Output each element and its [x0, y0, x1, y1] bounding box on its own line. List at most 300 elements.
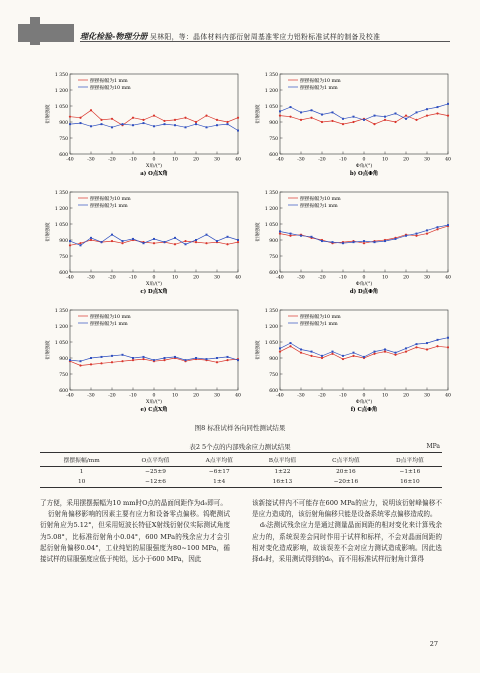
data-point-blue: [90, 237, 92, 239]
data-point-red: [153, 115, 155, 117]
y-tick-label: 1 050: [54, 340, 68, 346]
data-point-blue: [132, 124, 134, 126]
data-point-blue: [69, 359, 71, 361]
legend-label: 摆摆振幅为1 mm: [90, 321, 128, 327]
running-title: 吴林阳，等：晶体材料内部衍射周基准零应力铝粉标准试样的制备及校准: [150, 33, 381, 41]
x-tick-label: 30: [424, 157, 430, 163]
x-tick-label: 0: [152, 157, 156, 163]
data-point-blue: [321, 114, 323, 116]
legend-label: 摆摆振幅为1 mm: [300, 85, 338, 91]
data-point-blue: [216, 124, 218, 126]
data-point-red: [79, 364, 81, 366]
data-point-red: [342, 358, 344, 360]
x-tick-label: 0: [362, 393, 366, 399]
paragraph: 该新接试样内不可能存在600 MPa的应力，说明该衍射峰偏移不是应力造成的，该衍射角偏移只能是设备系统零点偏移造成的。: [252, 499, 442, 519]
data-point-red: [226, 243, 228, 245]
data-point-blue: [237, 359, 239, 361]
data-point-blue: [195, 123, 197, 125]
subfigure-caption: e) C点X角: [140, 407, 168, 413]
data-point-red: [195, 121, 197, 123]
y-tick-label: 750: [269, 136, 278, 142]
data-point-red: [226, 121, 228, 123]
data-point-blue: [405, 347, 407, 349]
legend-label: 摆摆振幅为1 mm: [90, 203, 128, 209]
data-point-blue: [174, 237, 176, 239]
y-tick-label: 900: [269, 238, 278, 244]
data-point-red: [321, 121, 323, 123]
table-cell: 16±13: [272, 479, 293, 485]
data-point-blue: [384, 240, 386, 242]
x-tick-label: -30: [297, 393, 305, 399]
subfigure-caption: a) O点X角: [140, 171, 168, 177]
data-point-red: [331, 120, 333, 122]
y-tick-label: 600: [59, 388, 68, 394]
chart-panel: [252, 306, 454, 420]
page-header: [0, 0, 480, 44]
data-point-blue: [153, 359, 155, 361]
x-tick-label: -40: [276, 393, 284, 399]
data-point-red: [184, 240, 186, 242]
data-point-red: [384, 351, 386, 353]
data-point-blue: [101, 123, 103, 125]
x-tick-label: -10: [339, 393, 347, 399]
x-axis-label: Φ角/(°): [355, 400, 373, 405]
y-tick-label: 1 350: [264, 72, 278, 78]
data-point-blue: [195, 239, 197, 241]
x-tick-label: -10: [129, 275, 137, 281]
data-point-blue: [279, 347, 281, 349]
x-tick-label: -40: [66, 275, 74, 281]
table-cell: −20±16: [333, 479, 359, 485]
data-point-red: [121, 360, 123, 362]
x-tick-label: 20: [403, 157, 409, 163]
data-point-blue: [101, 356, 103, 358]
table-row: [40, 477, 442, 488]
data-point-blue: [206, 234, 208, 236]
y-tick-label: 900: [269, 356, 278, 362]
table-header: B点平均值: [268, 458, 297, 464]
data-point-blue: [227, 236, 229, 238]
data-point-blue: [90, 357, 92, 359]
data-point-blue: [279, 110, 281, 112]
data-point-red: [132, 359, 134, 361]
data-point-blue: [437, 106, 439, 108]
x-axis-label: Φ角/(°): [355, 164, 373, 169]
y-tick-label: 1 200: [264, 88, 278, 94]
data-point-red: [415, 346, 417, 348]
x-tick-label: 10: [172, 393, 178, 399]
data-point-blue: [290, 233, 292, 235]
paragraph: 衍射角偏移影响的因素主要有应力和设备零点偏移。钨靶测试衍射角应为5.12°，但采用短波长特征X射线衍射仪实际测试角度为5.08°，比标准衍射角小0.04°，600 MPa的残余应力才会引起衍射角偏移0.04°，工业纯铝的屈服强度为80~100 MPa，循接试样的屈服强度应低于纯铝，远小于600 MPa，因此: [40, 510, 230, 564]
x-tick-label: 10: [172, 275, 178, 281]
data-point-blue: [311, 351, 313, 353]
data-point-red: [216, 361, 218, 363]
data-point-blue: [374, 241, 376, 243]
data-point-blue: [164, 123, 166, 125]
x-tick-label: 30: [214, 275, 220, 281]
data-point-blue: [332, 111, 334, 113]
x-axis-label: X角/(°): [146, 282, 162, 287]
data-point-blue: [374, 351, 376, 353]
data-point-blue: [69, 123, 71, 125]
data-point-blue: [69, 240, 71, 242]
chart-panel: [42, 188, 244, 302]
data-point-blue: [185, 126, 187, 128]
data-point-red: [132, 117, 134, 119]
data-point-red: [121, 242, 123, 244]
x-tick-label: -20: [108, 393, 116, 399]
data-point-blue: [384, 348, 386, 350]
data-point-blue: [300, 111, 302, 113]
x-tick-label: -30: [87, 275, 95, 281]
data-point-blue: [206, 126, 208, 128]
subfigure-caption: c) D点X角: [140, 289, 168, 295]
x-tick-label: 10: [382, 157, 388, 163]
data-point-blue: [185, 243, 187, 245]
data-point-blue: [237, 239, 239, 241]
chart-svg: [252, 188, 454, 298]
data-point-blue: [416, 111, 418, 113]
data-point-blue: [227, 123, 229, 125]
journal-name: 理化检验-物理分册: [80, 31, 148, 41]
data-point-blue: [363, 240, 365, 242]
data-point-blue: [437, 226, 439, 228]
data-point-blue: [353, 241, 355, 243]
x-tick-label: 0: [362, 275, 366, 281]
data-point-red: [415, 235, 417, 237]
table-caption: 表2 5个点的内部残余应力测试结果: [189, 443, 291, 451]
data-point-blue: [395, 352, 397, 354]
x-tick-label: -30: [87, 157, 95, 163]
series-line-red: [70, 110, 238, 125]
legend-label: 摆摆振幅为10 mm: [300, 314, 341, 320]
chart-svg: [42, 70, 244, 180]
y-tick-label: 1 350: [54, 190, 68, 196]
y-axis-label: 衍射强度: [256, 104, 261, 124]
x-tick-label: -20: [108, 275, 116, 281]
data-point-blue: [426, 342, 428, 344]
x-axis-label: X角/(°): [146, 400, 162, 405]
y-tick-label: 750: [59, 372, 68, 378]
data-point-blue: [363, 356, 365, 358]
data-point-blue: [80, 122, 82, 124]
data-point-red: [447, 115, 449, 117]
subfigure-caption: f) C点Φ角: [350, 407, 378, 413]
table-cell: −12±6: [145, 479, 166, 485]
data-point-red: [69, 244, 71, 246]
data-point-red: [174, 119, 176, 121]
data-point-blue: [353, 352, 355, 354]
data-point-blue: [395, 238, 397, 240]
data-point-red: [79, 242, 81, 244]
paragraph: d₀法测试残余应力是通过测量晶面间距的相对变化来计算残余应力的，系统误差会同时作用于试样和标样，不会对晶面间距的相对变化造成影响，故该误差不会对应力测试造成影响。因此选择d₀时，采用测试得到的d₀，而不用标准试样衍射角计算得: [252, 521, 442, 564]
x-tick-label: -40: [66, 157, 74, 163]
data-point-blue: [132, 238, 134, 240]
data-point-blue: [437, 339, 439, 341]
data-point-blue: [374, 115, 376, 117]
x-tick-label: -20: [318, 157, 326, 163]
table-cell: 1±22: [274, 469, 291, 475]
x-tick-label: -20: [318, 393, 326, 399]
y-tick-label: 900: [269, 120, 278, 126]
data-point-red: [352, 355, 354, 357]
data-point-blue: [101, 241, 103, 243]
data-point-blue: [174, 124, 176, 126]
y-tick-label: 1 200: [54, 324, 68, 330]
data-point-red: [216, 119, 218, 121]
data-point-red: [111, 240, 113, 242]
legend-label: 摆摆振幅为10 mm: [300, 196, 341, 202]
x-tick-label: 40: [445, 157, 451, 163]
data-point-red: [90, 363, 92, 365]
data-point-blue: [164, 241, 166, 243]
figure-caption: 图8 标准试样各向同性测试结果: [194, 424, 286, 432]
data-point-blue: [279, 230, 281, 232]
x-tick-label: 20: [193, 157, 199, 163]
x-tick-label: 0: [152, 275, 156, 281]
y-tick-label: 1 350: [264, 190, 278, 196]
data-point-blue: [363, 119, 365, 121]
data-point-red: [342, 123, 344, 125]
paragraph: 了方便，采用摆摆振幅为10 mm时O点的晶面间距作为d₀即可。: [40, 499, 227, 507]
x-tick-label: -10: [339, 275, 347, 281]
x-tick-label: 20: [403, 275, 409, 281]
data-point-red: [426, 115, 428, 117]
data-point-red: [79, 117, 81, 119]
table-header: 摆摆振幅/mm: [63, 458, 100, 464]
data-point-red: [279, 115, 281, 117]
x-tick-label: 40: [235, 275, 241, 281]
data-point-red: [447, 346, 449, 348]
y-axis-label: 衍射强度: [46, 104, 51, 124]
legend-label: 摆摆振幅为10 mm: [300, 78, 341, 84]
data-point-red: [69, 116, 71, 118]
table-cell: 1: [79, 469, 84, 475]
chart-panel: [42, 70, 244, 184]
y-tick-label: 750: [269, 372, 278, 378]
data-point-blue: [143, 242, 145, 244]
x-tick-label: 30: [214, 157, 220, 163]
table-cell: 20±16: [336, 469, 356, 475]
data-point-red: [163, 359, 165, 361]
data-point-blue: [384, 116, 386, 118]
y-tick-label: 1 200: [54, 206, 68, 212]
data-point-blue: [426, 108, 428, 110]
data-point-blue: [447, 224, 449, 226]
data-point-blue: [195, 357, 197, 359]
header-rule: [80, 41, 450, 42]
data-point-blue: [290, 106, 292, 108]
x-tick-label: 40: [235, 157, 241, 163]
y-tick-label: 1 050: [54, 104, 68, 110]
data-point-red: [153, 242, 155, 244]
data-point-red: [195, 241, 197, 243]
y-tick-label: 1 050: [264, 340, 278, 346]
y-tick-label: 600: [59, 152, 68, 158]
data-point-red: [237, 117, 239, 119]
data-point-red: [394, 354, 396, 356]
data-point-blue: [405, 235, 407, 237]
x-tick-label: 40: [235, 393, 241, 399]
journal-logo: [18, 24, 74, 42]
data-point-red: [111, 361, 113, 363]
data-point-red: [384, 119, 386, 121]
y-tick-label: 900: [59, 120, 68, 126]
y-tick-label: 1 200: [264, 206, 278, 212]
table-cell: 16±10: [400, 479, 420, 485]
data-point-red: [111, 118, 113, 120]
y-tick-label: 600: [269, 152, 278, 158]
data-point-blue: [321, 240, 323, 242]
legend-label: 摆摆振幅为10 mm: [90, 85, 131, 91]
data-point-red: [100, 119, 102, 121]
data-point-red: [289, 235, 291, 237]
y-tick-label: 600: [269, 388, 278, 394]
data-point-blue: [416, 343, 418, 345]
data-point-red: [226, 359, 228, 361]
chart-svg: [252, 306, 454, 416]
data-point-blue: [143, 122, 145, 124]
x-tick-label: 30: [424, 275, 430, 281]
y-tick-label: 900: [59, 356, 68, 362]
subfigure-caption: d) D点Φ角: [349, 289, 379, 295]
y-tick-label: 1 050: [54, 222, 68, 228]
data-point-red: [289, 345, 291, 347]
y-tick-label: 1 350: [54, 308, 68, 314]
data-point-red: [300, 352, 302, 354]
y-tick-label: 750: [269, 254, 278, 260]
legend-label: 摆摆振幅为10 mm: [90, 314, 131, 320]
y-axis-label: 衍射强度: [256, 222, 261, 242]
data-point-red: [373, 353, 375, 355]
data-point-blue: [342, 242, 344, 244]
y-axis-label: 衍射强度: [256, 340, 261, 360]
data-point-red: [300, 119, 302, 121]
y-tick-label: 600: [59, 270, 68, 276]
data-point-blue: [80, 360, 82, 362]
x-tick-label: -10: [129, 157, 137, 163]
x-tick-label: -40: [276, 275, 284, 281]
x-tick-label: -30: [297, 157, 305, 163]
data-point-blue: [332, 351, 334, 353]
y-axis-label: 衍射强度: [46, 222, 51, 242]
data-point-blue: [122, 240, 124, 242]
data-point-red: [352, 121, 354, 123]
data-point-blue: [216, 357, 218, 359]
y-tick-label: 750: [59, 254, 68, 260]
y-tick-label: 900: [59, 238, 68, 244]
table-unit: MPa: [426, 443, 440, 450]
body-right-column: [252, 498, 442, 565]
data-point-blue: [122, 354, 124, 356]
data-point-blue: [300, 348, 302, 350]
data-point-red: [426, 348, 428, 350]
data-point-blue: [227, 356, 229, 358]
stress-table: [40, 452, 442, 488]
chart-panel: [252, 188, 454, 302]
table-cell: −6±17: [208, 469, 230, 475]
data-point-blue: [353, 116, 355, 118]
table-cell: 1±4: [213, 479, 226, 485]
x-tick-label: 40: [445, 393, 451, 399]
y-tick-label: 600: [269, 270, 278, 276]
data-point-blue: [185, 359, 187, 361]
y-tick-label: 750: [59, 136, 68, 142]
y-tick-label: 1 050: [264, 222, 278, 228]
legend-label: 摆摆振幅为10 mm: [90, 196, 131, 202]
y-tick-label: 1 350: [54, 72, 68, 78]
y-tick-label: 1 350: [264, 308, 278, 314]
x-tick-label: 30: [214, 393, 220, 399]
data-point-red: [426, 233, 428, 235]
table-cell: 10: [77, 479, 86, 485]
data-point-red: [363, 242, 365, 244]
data-point-blue: [311, 236, 313, 238]
data-point-blue: [447, 337, 449, 339]
data-point-red: [289, 116, 291, 118]
data-point-red: [310, 117, 312, 119]
data-point-red: [279, 351, 281, 353]
data-point-blue: [122, 123, 124, 125]
data-point-red: [394, 121, 396, 123]
data-point-red: [436, 112, 438, 114]
data-point-blue: [342, 355, 344, 357]
data-point-blue: [111, 126, 113, 128]
data-point-blue: [111, 355, 113, 357]
data-point-red: [205, 115, 207, 117]
chart-panel: [252, 70, 454, 184]
x-tick-label: 10: [382, 393, 388, 399]
x-tick-label: -20: [318, 275, 326, 281]
data-point-blue: [416, 233, 418, 235]
data-point-blue: [174, 356, 176, 358]
x-tick-label: -30: [297, 275, 305, 281]
y-tick-label: 1 200: [264, 324, 278, 330]
data-point-red: [100, 362, 102, 364]
data-point-red: [405, 115, 407, 117]
legend-label: 摆摆振幅为1 mm: [300, 321, 338, 327]
x-tick-label: 0: [152, 393, 156, 399]
data-point-blue: [132, 357, 134, 359]
data-point-red: [436, 228, 438, 230]
data-point-red: [205, 242, 207, 244]
chart-svg: [252, 70, 454, 180]
data-point-blue: [143, 356, 145, 358]
x-tick-label: 10: [172, 157, 178, 163]
data-point-blue: [311, 109, 313, 111]
data-point-blue: [90, 125, 92, 127]
chart-panel: [42, 306, 244, 420]
data-point-red: [373, 123, 375, 125]
x-tick-label: 10: [382, 275, 388, 281]
data-point-red: [331, 353, 333, 355]
x-axis-label: X角/(°): [146, 164, 162, 169]
x-tick-label: 30: [424, 393, 430, 399]
data-point-red: [184, 117, 186, 119]
data-point-blue: [395, 112, 397, 114]
data-point-blue: [153, 238, 155, 240]
data-point-red: [405, 351, 407, 353]
data-point-blue: [405, 118, 407, 120]
data-point-blue: [80, 244, 82, 246]
data-point-red: [321, 357, 323, 359]
x-tick-label: -20: [108, 157, 116, 163]
data-point-red: [174, 243, 176, 245]
data-point-red: [310, 355, 312, 357]
subfigure-caption: b) O点Φ角: [349, 171, 379, 177]
data-point-blue: [332, 241, 334, 243]
x-tick-label: 20: [403, 393, 409, 399]
